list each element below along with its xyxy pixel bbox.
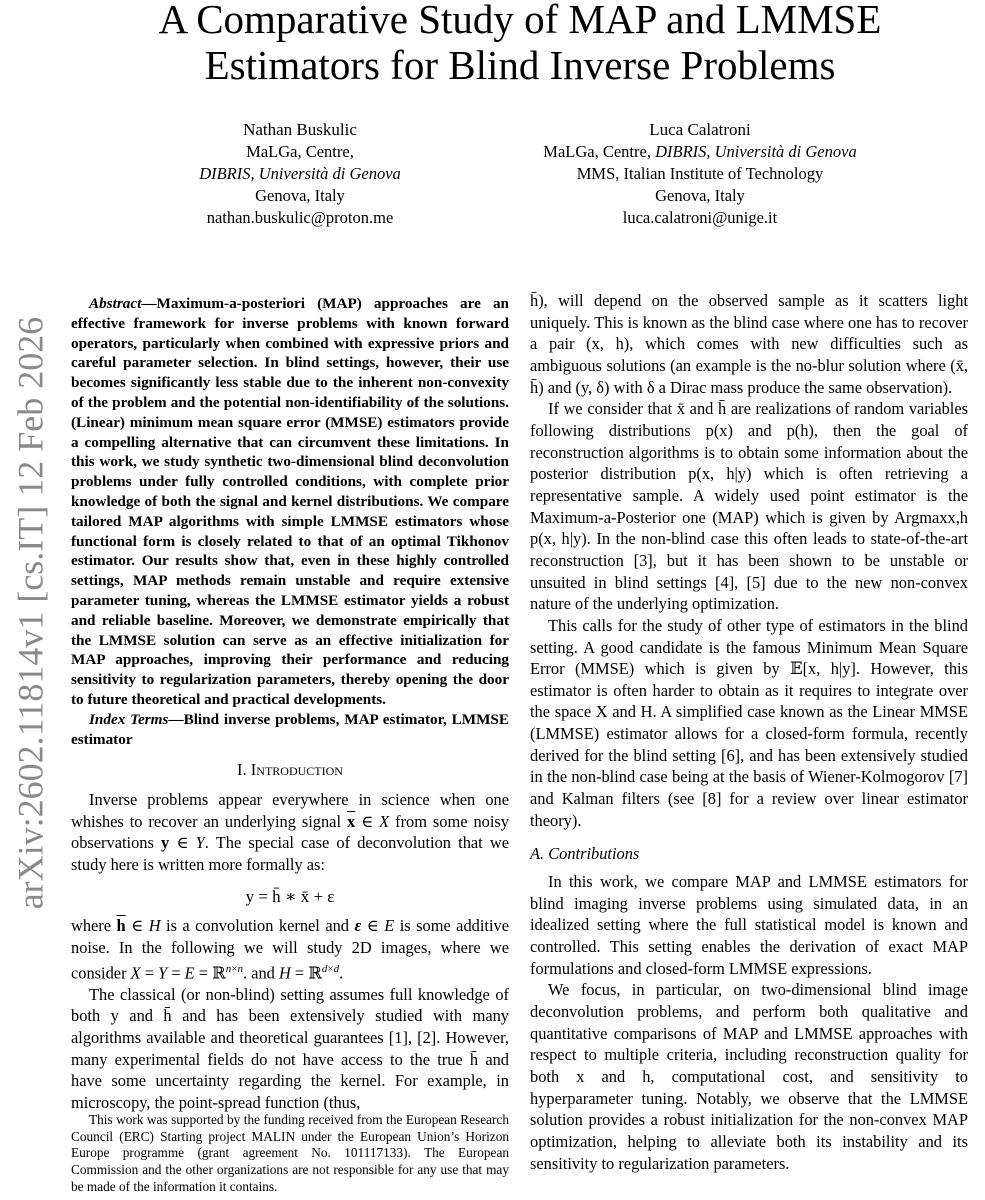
body-paragraph: We focus, in particular, on two-dimensional blind image deconvolution problems, and perform both qualitative and quantitative comparisons of MAP and LMMSE approaches with respect to multiple criteria, including reconstruction quality for both x and h, computational cost, and sensitivity to hyperparameter tuning. Notably, we observe that the LMMSE solution provides a robust initialization for the non-convex MAP optimization, helping to alleviate both its instability and its sensitivity to regularization parameters.: [530, 980, 968, 1173]
author-affiliation: MaLGa, Centre,: [246, 142, 354, 161]
arxiv-identifier-stamp: arXiv:2602.11814v1 [cs.IT] 12 Feb 2026: [10, 316, 51, 910]
author-block-2: [500, 119, 900, 229]
title-line-2: Estimators for Blind Inverse Problems: [204, 42, 836, 88]
body-paragraph: In this work, we compare MAP and LMMSE estimators for blind imaging inverse problems using simulated data, in an idealized setting where the full statistical model is known and controlled. This setting enables the derivation of exact MAP formulations and closed-form LMMSE expressions.: [530, 872, 968, 978]
author-email: luca.calatroni@unige.it: [622, 208, 778, 227]
body-paragraph: Inverse problems appear everywhere in science when one whishes to recover an underlying signal $\overline{x}$ ∈ X from some noisy observations y ∈ Y. The special case of deconvolution that we study here is written more formally as:: [71, 789, 509, 874]
subsection-heading: A. Contributions: [530, 844, 640, 864]
abstract: [71, 294, 509, 710]
title-line-1: A Comparative Study of MAP and LMMSE: [158, 0, 882, 42]
footnote: [71, 1112, 509, 1196]
body-paragraph: h̄), will depend on the observed sample as it scatters light uniquely. This is known as the blind case where one has to recover a pair (x, h), which comes with new difficulties such as ambiguous solutions (an example is the no-blur solution where (x̄, h̄) and (y, δ) with δ a Dirac mass produce the same observation).: [530, 291, 968, 397]
body-paragraph: If we consider that x̄ and h̄ are realizations of random variables following distributions p(x) and p(h), then the goal of reconstruction algorithms is to obtain some information about the posterior distribution p(x, h|y) which is often retrieving a representative sample. A widely used point estimator is the Maximum-a-Posterior one (MAP) which is given by Argmaxx,h p(x, h|y). In the non-blind case this often leads to state-of-the-art reconstruction [3], but it has been shown to be unstable or unsuited in blind settings [4], [5] due to the new non-convex nature of the underlying optimization.: [530, 399, 968, 614]
footnote-text: This work was supported by the funding received from the European Research Council (ERC) Starting project MALIN under the European Union’s Horizon Europe programme (grant agreement No. 101117133). The European Commission and the other organizations are not responsible for any use that may be made of the information it contains.: [71, 1112, 509, 1194]
author-email: nathan.buskulic@proton.me: [206, 208, 394, 227]
author-affiliation: MMS, Italian Institute of Technology: [576, 164, 824, 183]
index-terms-text: —Blind inverse problems, MAP estimator, LMMSE estimator: [71, 710, 509, 748]
body-paragraph: This calls for the study of other type of estimators in the blind setting. A good candidate is the famous Minimum Mean Square Error (MMSE) which is given by 𝔼[x, h|y]. However, this estimator is often harder to obtain as it requires to integrate over the space X and H. A simplified case known as the Linear MMSE (LMMSE) estimator allows for a closed-form formula, recently derived for the blind setting [6], and has been extensively studied in the non-blind case being at the basis of Wiener-Kolmogorov [7] and Kalman filters (see [8] for a review over linear estimator theory).: [530, 615, 968, 830]
equation: y = h̄ ∗ x̄ + ε: [245, 886, 335, 906]
author-location: Genova, Italy: [655, 186, 745, 205]
author-affiliation: DIBRIS, Università di Genova: [199, 164, 401, 183]
author-location: Genova, Italy: [255, 186, 345, 205]
author-block-1: [150, 119, 450, 229]
right-column: [530, 290, 968, 1174]
abstract-label: Abstract: [89, 295, 142, 312]
author-name: Nathan Buskulic: [243, 120, 357, 139]
abstract-text: —Maximum-a-posteriori (MAP) approaches are an effective framework for inverse problems with known forward operators, particularly when combined with expressive priors and careful parameter selection. In blind settings, however, their use becomes significantly less stable due to the inherent non-convexity of the problem and the potential non-identifiability of the solutions. (Linear) minimum mean square error (MMSE) estimators provide a compelling alternative that can circumvent these limitations. In this work, we study synthetic two-dimensional blind deconvolution problems under fully controlled conditions, with complete prior knowledge of both the signal and kernel distributions. We compare tailored MAP algorithms with simple LMMSE estimators whose functional form is closely related to that of an optimal Tikhonov estimator. Our results show that, even in these highly controlled settings, MAP methods remain unstable and require extensive parameter tuning, whereas the LMMSE estimator yields a robust and reliable baseline. Moreover, we demonstrate empirically that the LMMSE solution can serve as an effective initialization for MAP approaches, improving their performance and reducing sensitivity to regularization parameters, thereby opening the door to future theoretical and practical developments.: [71, 295, 509, 708]
author-affiliation: MaLGa, Centre, DIBRIS, Università di Genova: [543, 142, 857, 161]
index-terms-label: Index Terms: [89, 710, 169, 728]
paper-title: [60, 0, 980, 88]
index-terms: [71, 710, 509, 750]
body-paragraph: The classical (or non-blind) setting assumes full knowledge of both y and h̄ and has been extensively studied with many algorithms available and theoretical guarantees [1], [2]. However, many experimental fields do not have access to the true h̄ and have some uncertainty regarding the kernel. For example, in microscopy, the point-spread function (thus,: [71, 984, 509, 1112]
left-column: [71, 294, 509, 1114]
author-name: Luca Calatroni: [649, 120, 751, 139]
section-heading: I. Introduction: [237, 760, 343, 780]
body-paragraph: where $\overline{h}$ ∈ H is a convolution kernel and ε ∈ E is some additive noise. In the following we will study 2D images, where we consider X = Y = E = ℝ$^{n\times n}$. and H = ℝ$^{d\times d}$.: [71, 916, 509, 983]
